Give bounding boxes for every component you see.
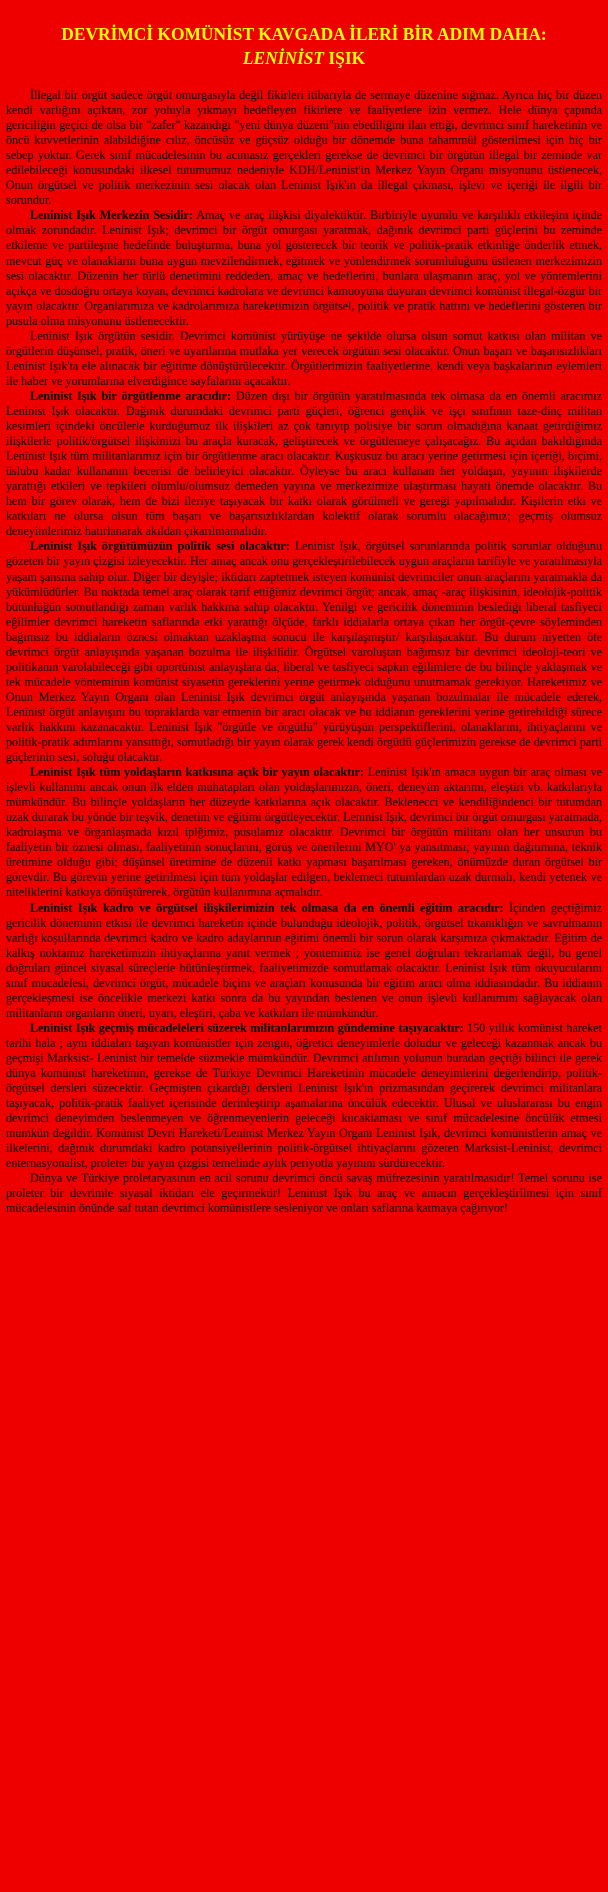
paragraph-lead: Leninist Işık Merkezin Sesidir: — [30, 208, 193, 223]
paragraph-text: Dünya ve Türkiye proletaryasının en acil sorunu devrimci öncü savaş müfrezesinin yaratılmasıdır! Temel sorunu ise proleter bir devrimle siyasal iktidarı ele geçirmektir! Leninist Işık bu araç ve amacın gerçekleştirilmesi için sınıf mücadelesinin önünde saf tutan devrimci komünistlere sesleniyor ve onları saflarına katmaya çağırıyor! — [6, 1171, 602, 1216]
title-isik: IŞIK — [324, 48, 366, 68]
title-leninist: LENİNİST — [242, 48, 325, 68]
paragraph-lead: Leninist Işık kadro ve örgütsel ilişkilerimizin tek olmasa da en önemli eğitim aracıdır: — [30, 900, 504, 915]
paragraph-text: Leninist Işık örgütün sesidir. Devrimci komünist yürüyüşe ne şekilde olursa olsun somut katkısı olan militan ve örgütlerin düşünsel, pratik, öneri ve uyarılarına mutlaka yer verecek örgütün sesi olacaktır. Onun başarı ve başarısızlıkları Leninist Işık'ta ele alınacak bir eğitime dönüştürülecektir. Örgütlerimizin faaliyetlerine, kendi veya başkalarının eylemleri ile haber ve yorumlarına elverdiğince sayfalarını açacaktır. — [6, 328, 602, 388]
paragraph-merkezin-sesi — [6, 208, 602, 328]
paragraph-orgutlenme-araci — [6, 389, 602, 539]
paragraph-katkiya-acik — [6, 765, 602, 900]
paragraph-lead: Leninist Işık tüm yoldaşların katkısına açık bir yayın olacaktır: — [30, 765, 364, 780]
paragraph-intro — [6, 88, 602, 208]
paragraph-text: Leninist Işık, örgütsel sorunlarında politik sorunlar olduğunu gözeten bir yayın çizgisi izleyecektir. Her amaç ancak onu gerçekleştirilebilecek uygun araçların tarifiyle ve yaratılmasıyla yaşam şansına sahip olur. Diğer bir deyişle; iktidarı zaptetmek isteyen komünist devrimciler onun araçlarını yaratmakla da yükümlüdürler. Bu noktada temel araç olarak tarif ettiğimiz devrimci örgüt; ancak, amaç -araç ilişkisinin, ideolojik-politik bütünlüğün somutlandığı zaman varlık hakkına sahip olacaktır. Yenilgi ve gericilik döneminin beslediği liberal tasfiyeci eğilimler devrimci hareketin saflarında etki yarattığı ölçüde, farklı iddialarla ortaya çıkan her örgüt-çevre söyleminden bağımsız bu iddiaların özncsi olmaktan uzaklaşma sonucu ile karşılaşmıştır/ karşılaşacaktır. Bu durum niyetten öte devrimci örgüt anlayışında yaşanan bozulma ile ilişkilidir. Örgütsel varoluştan bağımsız bir devrimci ideoloji-teori ve politikanın varolabileceği gibi oportünist anlayışlara da; liberal ve tasfiyeci sapkın eğilimlere de bu bilinçle yaklaşmak ve tek mücadele yönteminin komünist siyasetin gereklerini yerine getirmek olduğunu unutmamak gerekiyor. Hareketimiz ve Onun Merkez Yayın Organı olan Leninist Işık devrimci örgüt anlayışında yaşanan bozulmalar ile mücadele ederek, Leninist örgüt anlayışını bu topraklarda var etmenin bir aracı olacak ve bu iddianın gereklerini yerine getirebildiği sürece varlık hakkını kazanacaktır. Leninist Işık "örgütle ve örgütlü" yürüyüşün perspektiflerini, olanaklarını, ihtiyaçlarını ve politik-pratik adımlarını yansıttığı, somutladığı bir yayın olarak gerek kendi örgütlü güçlerimizin gerekse de devrimci parti güçlerinin sesi, soluğu olacaktır. — [6, 539, 602, 765]
paragraph-lead: Leninist Işık bir örgütlenme aracıdır: — [30, 388, 232, 403]
paragraph-politik-ses — [6, 539, 602, 765]
paragraph-closing-call — [6, 1171, 602, 1216]
paragraph-lead: Leninist Işık örgütümüzün politik sesi olacaktır: — [30, 539, 290, 554]
paragraph-text: Leninist Işık'ın amaca uygun bir araç olması ve işlevli kullanımı ancak onun ilk elden muhatapları olan yoldaşlarımızın, öneri, deneyim aktarımı, eleştiri vb. katkılarıyla mümkündür. Bu bilinçle yoldaşların her düzeyde katkılarına açık olacaktır. Beklenecci ve kendiliğindenci bir tutumdan uzak durarak bu yönde bir teşvik, denetim ve eğitimi örgütleyecektir. Leninist Işık, devrimci bir örgüt omurgası yaratmada, kadrolaşma ve örganlaşmada kızıl iplğimiz, pusulamız olacaktır. Devrimci bir örgütün militanı olan her unsurun bu faaliyetin bir öznesi olması, faaliyetinin sonuçlarını, görüş ve önerilerini MYO' ya yansıtması; yayının dağıtımına, teknik üretimine olduğu gibi; düşünsel üretimine de düzenli katkı yapması başarılması gereken, önümüzde duran örgütsel bir görevdir. Bu görevin yerine getirilmesi için tüm yoldaşlar edilgen, beklemeci tutumlardan uzak durmalı, kendi yetenek ve niteliklerini katkıya dönüştürerek, örgütün kullanımına açmalıdır. — [6, 765, 603, 900]
paragraph-egitim-araci — [6, 901, 602, 1021]
title-line-2 — [6, 46, 602, 70]
paragraph-gecmis-mucadeleler — [6, 1021, 602, 1171]
paragraph-text: İçinden geçtiğimiz gericilik döneminin etkisi ile devrimci hareketin içinde bulunduğu ideolojik, politik, örgütsel tıkanıklığın ve savrulmanın varlığı koşullarında devrimci kadro ve kadro adaylarının eğitimi önemli bir sorun olarak karşımıza çıkmaktadır. Eğitim de kalkış noktamız hareketimizin ihtiyaçlarına yanıt vermek ; yöntemimiz ise genel doğruları tekrarlamak değil, bu genel doğruları güncel siyasal süreçlerle bütünleştirmek, faaliyetimizde somutlamak olacaktır. Leninist Işık tüm okuyucularını sınıf mücadelesi, devrimci örgüt, mücadele biçim ve araçları konusunda bir eğitim aracı olma iddiasındadır. Bu iddianın gerçekleşmesi ise öncelikle merkezi katkı sonra da bu yayından beslenen ve onun işlevli kullanımını sağlayacak olan militanların organların öneri, uyarı, eleştiri, çaba ve katkıları ile mümkündür. — [6, 900, 602, 1020]
paragraph-text: 150 yıllık komünist hareket tarihi hala ; aynı iddiaları taşıyan komünistler için zengin, öğretici deneyimlerle doludur ve geleceği kazanmak ancak bu geçmişi Marksist- Leninist bir temelde süzmekle mümkündür. Devrimci atılımın yolunun buradan geçtiği bilinci ile gerek dünya komünist hareketinin, gerekse de Türkiye Devrimci Hareketinin mücadele deneyimlerini değerlendirip, politik-örgütsel dersleri süzecektir. Geçmişten çıkardığı dersleri Leninist Işık'ın prizmasından geçirerek devrimci militanlara taşıyacak, politik-pratik faaliyet içerisinde derinleştirip aşamalarına öncülük edecektir. Ulusal ve uluslararası bu engin devrimci deneyimden beslenmeyen ve öğrenmeyenlerin geleceği kucaklaması ve sınıf mücadelesine öncülük etmesi mümkün değildir. Komünist Devri Hareketi/Leninist Merkez Yayın Organı Leninist Işık, devrimci komünistlerin amaç ve ilkelerini, dağınık durumdaki kadro potansiyellerinin politik-örgütsel ihtiyaçlarını gözeten Marksist-Leninist, devrimci enternasyonalist, proleter bir yayın çizgisi temelinde aylık periyotla yayınını sürdürecektir. — [6, 1020, 602, 1171]
page-title — [6, 22, 602, 70]
article-body — [6, 88, 602, 1217]
paragraph-text: Düzen dışı bir örgütün yaratılmasında tek olmasa da en önemli aracımız Leninist Işık olacaktır. Dağınık durumdaki devrimci parti güçleri, öğrenci gençlik ve işçi sınıfının taze-dinç militan kesimleri içindeki öncülerle kurduğumuz ilk ilişkileri az çok tanıyıp polisiye bir sorun olmadığına kanaat getirdiğimiz ilişkilerle politik/örgütsel ilişkimizi bu araçla kuracak, geliştirecek ve örgütlemeye çalışacağız. Bu açıdan bakıldığında Leninist Işık tüm militanlarımız için bir örgütlenme aracı olacaktır. Kuşkusuz bu aracı yerine getirmesi için içeriği, biçimi, üslubu kadar kullananın becerisi de belirleyici olacaktır. Öyleyse bu aracı kullanan her yoldaşın, yayının ilişkilerde yarattığı etkileri ve tepkileri olumlu/olumsuz demeden yayına ve merkezimize ulaştırması hayati önemde olacaktır. Bu hem bir görev olarak, hem de bizi ileriye taşıyacak bir katkı olarak görülmeli ve gereği yapılmalıdır. Kişilerin etki ve katkıları ne olursa olsun tüm başarı ve başarısızlıklardan kolektif olarak sorumlu olacağımız; geçmiş olumsuz deneyimlerimiz hatırlanarak akıldan çıkarılmamalıdır. — [6, 388, 602, 539]
paragraph-text: Amaç ve araç ilişkisi diyalektiktir. Birbiriyle uyumlu ve karşılıklı etkileşim içinde olmak zorundadır. Leninist Işık; devrimci bir örgüt omurgası yaratmak, dağınık devrimci parti güçlerini bu zeminde etkileme ve partileşme hedefinde buluşturma, buna yol gösterecek bir teorik ve politik-pratik etkinliğe önderlik etmek, mevcut güç ve olanakların buna uygun mevzilendirmek, eğitmek ve yönlendirmek sorumluluğunu üstlenen merkezimizin sesi olacaktır. Düzenin her türlü denetimini reddeden, amaç ve hedeflerini, bunlara ulaşmanın araç, yol ve yöntemlerini açıkça ve dosdoğru ortaya koyan, devrimci kadrolara ve devrimci kamuoyuna duyuran devrimci komünist illegal-özgür bir yayın olacaktır. Organlarımıza ve kadrolarımıza hareketimizin örgütsel, politik ve pratik hattını ve hedeflerini gösteren bir pusula olma misyonunu üstlenecektir. — [6, 208, 603, 328]
title-line-1: DEVRİMCİ KOMÜNİST KAVGADA İLERİ BİR ADIM DAHA: — [61, 24, 547, 44]
paragraph-orgutun-sesi — [6, 329, 602, 389]
paragraph-lead: Leninist Işık geçmiş mücadeleleri süzerek militanlarımızın gündemine taşıyacaktır: — [30, 1020, 464, 1035]
paragraph-text: İllegal bir örgüt sadece örgüt omurgasıyla değil fikirleri itibarıyla de sermaye düzenine sığmaz. Ayrıca hiç bir düzen kendi varlığını açıktan, zor yoluyla yıkmayı hedefleyen fikirlere ve faaliyetlere izin vermez. Hele dünya çapında gericiliğin geçici de olsa bir "zafer" kazandığı "yeni dünya düzeni"nin ebediliğini ilan ettiği, devrimci sınıf hareketinin ve öncü kuvvetlerinin alabildiğine cılız, öncüsüz ve güçsüz olduğu bir dönemde buna tahammül gösterilmesi için hiç bir sebep yoktur. Gerek sınıf mücadelesinin bu acımasız gerçekleri gerekse de devrimci bir örgütün illegal bir zeminde var edilebileceği konusundaki ilkesel tutumumuz nedeniyle KDH/Leninist'in Merkez Yayın Organı misyonunu üstlenecek, Onun örgütsel ve politik merkezinin sesi olacak olan Leninist Işık'ın da illegal çıkması, işlevi ve içeriği ile ilgili bir sorundur. — [6, 88, 602, 208]
